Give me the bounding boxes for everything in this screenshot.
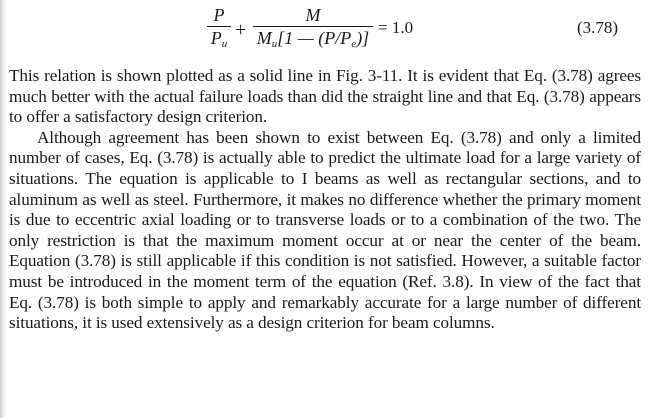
- paragraph-1: This relation is shown plotted as a solid line in Fig. 3-11. It is evident that Eq. (3.78) agrees much better with the actual failure loads than did the straight line and that Eq. (3.78) appears to offer a satisfactory design criterion.: [9, 66, 641, 127]
- paragraph-2: Although agreement has been shown to exist between Eq. (3.78) and only a limited number of cases, Eq. (3.78) is actually able to predict the ultimate load for a large variety of situations. The equation is applicable to I beams as well as rectangular sections, and to aluminum as well as steel. Furthermore, it makes no difference whether the primary moment is due to eccentric axial loading or to transverse loads or to a combination of the two. The only restriction is that the maximum moment occur at or near the center of the beam. Equation (3.78) is still applicable if this condition is not satisfied. However, a suitable factor must be introduced in the moment term of the equation (Ref. 3.8). In view of the fact that Eq. (3.78) is both simple to apply and remarkably accurate for a large number of different situations, it is used extensively as a design criterion for beam columns.: [9, 127, 641, 333]
- fraction-bar: [207, 26, 231, 27]
- fraction-moment-term: [253, 5, 373, 48]
- fraction-p-over-pu: [207, 5, 231, 48]
- fraction-bar: [253, 26, 373, 27]
- equation-number: (3.78): [577, 18, 619, 37]
- fraction-denominator: $M_u[1$ — $(P/P_e)$]: [256, 28, 370, 50]
- fraction-denominator: $P_u$: [210, 28, 228, 50]
- scan-edge-shadow: [0, 0, 7, 418]
- equation-rhs: = 1.0: [378, 18, 414, 37]
- fraction-numerator: P: [213, 5, 225, 25]
- plus-sign: +: [235, 19, 247, 41]
- body-text: [9, 66, 641, 334]
- fraction-numerator: M: [305, 5, 321, 25]
- equation-3-78: [0, 0, 657, 62]
